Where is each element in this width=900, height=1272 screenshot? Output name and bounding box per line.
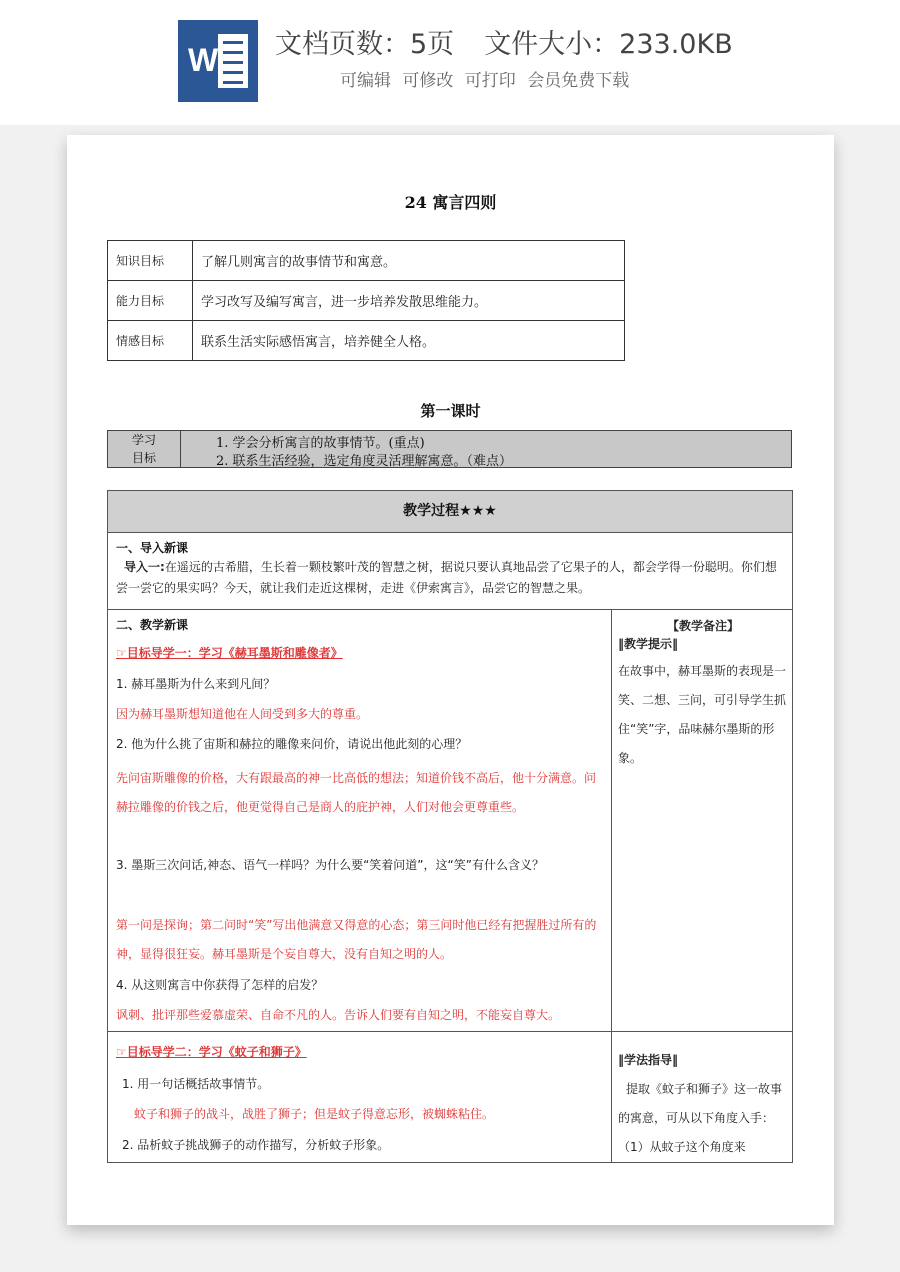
process-table: [107, 490, 793, 1163]
document-page: [67, 135, 834, 1225]
table-row: [108, 321, 625, 361]
download-header: [0, 0, 900, 125]
objective-value: 联系生活实际感悟寓言，培养健全人格。: [193, 321, 625, 361]
row-divider: [108, 1031, 792, 1032]
goal-label-line: 目标: [131, 451, 156, 465]
question-6: 2. 品析蚊子挑战狮子的动作描写，分析蚊子形象。: [122, 1138, 390, 1152]
page-count: 文档页数：5页: [275, 29, 455, 60]
table-row: [108, 241, 625, 281]
doc-title: 24 寓言四则: [404, 193, 497, 212]
goal-label-line: 学习: [131, 433, 156, 447]
intro-heading: 一、导入新课: [116, 541, 189, 555]
file-size: 文件大小：233.0KB: [484, 29, 733, 60]
note-tip: ‖教学提示‖: [618, 637, 679, 651]
word-doc-icon: [178, 20, 258, 102]
question-5: 1. 用一句话概括故事情节。: [122, 1077, 270, 1091]
learning-goal-box: [107, 430, 792, 468]
word-icon-letter: W: [188, 42, 219, 78]
objective-value: 学习改写及编写寓言，进一步培养发散思维能力。: [193, 281, 625, 321]
intro-paragraph: [116, 557, 784, 599]
intro-label: 导入一:: [124, 560, 165, 574]
guide-link-2[interactable]: ☞目标导学二：学习《蚊子和狮子》: [116, 1045, 307, 1059]
question-3: 3. 墨斯三次问话,神态、语气一样吗？为什么要“笑着问道”，这“笑”有什么含义？: [116, 858, 544, 872]
objective-key: 知识目标: [108, 241, 193, 281]
note-text: 在故事中，赫耳墨斯的表现是一笑、二想、三问，可引导学生抓住“笑”字，品味赫尔墨斯的形象。: [618, 664, 787, 765]
method-title: ‖学法指导‖: [618, 1053, 679, 1067]
table-row: [108, 281, 625, 321]
goal-line: 1. 学会分析寓言的故事情节。(重点): [216, 436, 425, 451]
section-title: 第一课时: [420, 402, 481, 420]
intro-text: 在遥远的古希腊，生长着一颗枝繁叶茂的智慧之树，据说只要认真地品尝了它果子的人，都会学得一份聪明。你们想尝一尝它的果实吗？今天，就让我们走近这棵树，走进《伊索寓言》，品尝它的智慧之果。: [116, 560, 777, 595]
answer-5: 蚊子和狮子的战斗，战胜了狮子；但是蚊子得意忘形，被蜘蛛粘住。: [134, 1107, 495, 1121]
new-lesson-heading: 二、教学新课: [116, 618, 189, 632]
intro-section: [108, 533, 792, 610]
objective-value: 了解几则寓言的故事情节和寓意。: [193, 241, 625, 281]
goal-line: 2. 联系生活经验，选定角度灵活理解寓意。（难点）: [216, 454, 513, 469]
method-text: 提取《蚊子和狮子》这一故事的寓意，可从以下角度入手：（1）从蚊子这个角度来: [618, 1082, 783, 1154]
goal-label: [108, 431, 181, 467]
question-4: 4. 从这则寓言中你获得了怎样的启发？: [116, 978, 324, 992]
note-title: 【教学备注】: [666, 619, 739, 633]
guide-link-1[interactable]: ☞目标导学一：学习《赫耳墨斯和雕像者》: [116, 646, 343, 660]
answer-1: 因为赫耳墨斯想知道他在人间受到多大的尊重。: [116, 707, 369, 721]
answer-3: 第一问是探询；第二问时“笑”写出他满意又得意的心态；第三问时他已经有把握胜过所有的神，显得很狂妄。赫耳墨斯是个妄自尊大，没有自知之明的人。: [116, 918, 597, 961]
feature-list: 可编辑 可修改 可打印 会员免费下载: [340, 71, 630, 91]
answer-4: 讽刺、批评那些爱慕虚荣、自命不凡的人。告诉人们要有自知之明，不能妄自尊大。: [116, 1008, 561, 1022]
objective-key: 能力目标: [108, 281, 193, 321]
process-title: 教学过程★★★: [108, 491, 792, 533]
answer-2: 先问宙斯雕像的价格，大有跟最高的神一比高低的想法；知道价钱不高后，他十分满意。问赫拉雕像的价钱之后，他更觉得自己是商人的庇护神，人们对他会更尊重些。: [116, 771, 597, 814]
question-2: 2. 他为什么挑了宙斯和赫拉的雕像来问价，请说出他此刻的心理？: [116, 737, 468, 751]
objective-key: 情感目标: [108, 321, 193, 361]
file-info: [275, 22, 763, 61]
question-1: 1. 赫耳墨斯为什么来到凡间？: [116, 677, 276, 691]
objectives-table: [107, 240, 625, 361]
